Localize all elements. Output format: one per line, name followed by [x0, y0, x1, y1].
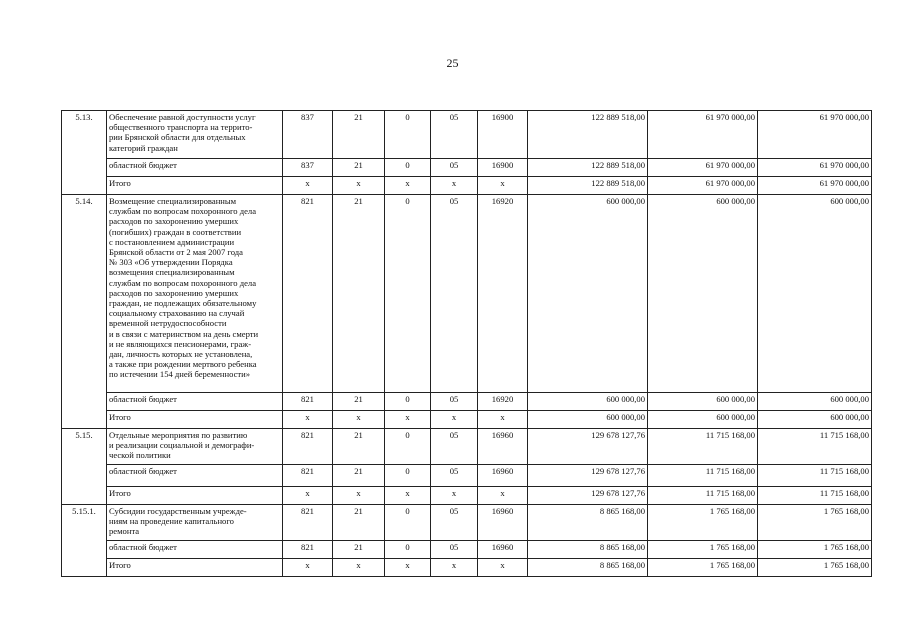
- classifier-cell: 05: [431, 195, 478, 393]
- amount-cell: 61 970 000,00: [648, 177, 758, 195]
- classifier-cell: 16960: [478, 429, 528, 465]
- amount-cell: 61 970 000,00: [758, 159, 872, 177]
- classifier-cell: 16900: [478, 111, 528, 159]
- row-name: областной бюджет: [107, 465, 283, 487]
- amount-cell: 11 715 168,00: [648, 429, 758, 465]
- amount-cell: 122 889 518,00: [528, 159, 648, 177]
- row-name: Итого: [107, 177, 283, 195]
- classifier-cell: х: [431, 177, 478, 195]
- amount-cell: 11 715 168,00: [758, 487, 872, 505]
- classifier-cell: 0: [385, 159, 431, 177]
- amount-cell: 1 765 168,00: [648, 541, 758, 559]
- table-row-regional-budget: [62, 159, 872, 177]
- classifier-cell: 21: [333, 159, 385, 177]
- amount-cell: 1 765 168,00: [648, 559, 758, 577]
- table-row-item: [62, 505, 872, 541]
- row-name: Итого: [107, 559, 283, 577]
- amount-cell: 600 000,00: [648, 393, 758, 411]
- classifier-cell: х: [333, 177, 385, 195]
- classifier-cell: 0: [385, 541, 431, 559]
- amount-cell: 1 765 168,00: [758, 559, 872, 577]
- row-name: областной бюджет: [107, 159, 283, 177]
- classifier-cell: х: [385, 487, 431, 505]
- amount-cell: 11 715 168,00: [648, 465, 758, 487]
- classifier-cell: 05: [431, 465, 478, 487]
- classifier-cell: х: [283, 177, 333, 195]
- classifier-cell: х: [333, 487, 385, 505]
- amount-cell: 129 678 127,76: [528, 429, 648, 465]
- classifier-cell: 05: [431, 429, 478, 465]
- classifier-cell: 05: [431, 505, 478, 541]
- table-body: [62, 111, 872, 577]
- classifier-cell: 837: [283, 111, 333, 159]
- classifier-cell: 05: [431, 159, 478, 177]
- classifier-cell: х: [431, 559, 478, 577]
- classifier-cell: 21: [333, 541, 385, 559]
- table-row-total: [62, 177, 872, 195]
- classifier-cell: х: [431, 487, 478, 505]
- classifier-cell: 16960: [478, 505, 528, 541]
- classifier-cell: 16960: [478, 541, 528, 559]
- classifier-cell: х: [385, 411, 431, 429]
- amount-cell: 600 000,00: [528, 195, 648, 393]
- amount-cell: 600 000,00: [758, 393, 872, 411]
- classifier-cell: 0: [385, 393, 431, 411]
- classifier-cell: х: [385, 559, 431, 577]
- table-row-regional-budget: [62, 541, 872, 559]
- classifier-cell: х: [283, 559, 333, 577]
- classifier-cell: 821: [283, 195, 333, 393]
- amount-cell: 600 000,00: [648, 411, 758, 429]
- classifier-cell: х: [385, 177, 431, 195]
- amount-cell: 61 970 000,00: [758, 177, 872, 195]
- amount-cell: 8 865 168,00: [528, 559, 648, 577]
- amount-cell: 600 000,00: [528, 411, 648, 429]
- classifier-cell: х: [478, 411, 528, 429]
- amount-cell: 11 715 168,00: [648, 487, 758, 505]
- classifier-cell: 16920: [478, 393, 528, 411]
- amount-cell: 129 678 127,76: [528, 487, 648, 505]
- classifier-cell: 0: [385, 111, 431, 159]
- classifier-cell: 0: [385, 505, 431, 541]
- classifier-cell: 05: [431, 111, 478, 159]
- section-code: 5.14.: [62, 195, 107, 429]
- row-name: Возмещение специализированным службам по вопросам похоронного дела расходов по захоронению умерших (погибших) граждан в соответствии с постановлением администрации Брянской области от 2 мая 2007 года № 303 «Об утверждении Порядка возмещения специализированным службам по вопросам похоронного дела расходов по захоронению умерших граждан, не подлежащих обязательному социальному страхованию на случай временной нетрудоспособности и в связи с материнством на день смерти и не являющихся пенсионерами, граж- дан, личность которых не установлена, а также при рождении мертвого ребенка по истечении 154 дней беременности»: [107, 195, 283, 393]
- table-row-total: [62, 411, 872, 429]
- row-name: Обеспечение равной доступности услуг общественного транспорта на террито- рии Брянской области для отдельных категорий граждан: [107, 111, 283, 159]
- classifier-cell: 16920: [478, 195, 528, 393]
- amount-cell: 122 889 518,00: [528, 111, 648, 159]
- row-name: Итого: [107, 487, 283, 505]
- amount-cell: 600 000,00: [648, 195, 758, 393]
- classifier-cell: х: [478, 559, 528, 577]
- table-row-regional-budget: [62, 393, 872, 411]
- table-row-item: [62, 195, 872, 393]
- section-code: 5.15.: [62, 429, 107, 505]
- row-name: областной бюджет: [107, 541, 283, 559]
- classifier-cell: 821: [283, 393, 333, 411]
- amount-cell: 11 715 168,00: [758, 465, 872, 487]
- classifier-cell: х: [333, 411, 385, 429]
- classifier-cell: х: [478, 487, 528, 505]
- amount-cell: 122 889 518,00: [528, 177, 648, 195]
- classifier-cell: 821: [283, 429, 333, 465]
- classifier-cell: х: [283, 411, 333, 429]
- row-name: областной бюджет: [107, 393, 283, 411]
- amount-cell: 600 000,00: [758, 411, 872, 429]
- row-name: Итого: [107, 411, 283, 429]
- table-row-regional-budget: [62, 465, 872, 487]
- classifier-cell: 21: [333, 393, 385, 411]
- classifier-cell: 16960: [478, 465, 528, 487]
- classifier-cell: 05: [431, 541, 478, 559]
- classifier-cell: 0: [385, 429, 431, 465]
- classifier-cell: 05: [431, 393, 478, 411]
- table-row-item: [62, 111, 872, 159]
- amount-cell: 600 000,00: [528, 393, 648, 411]
- classifier-cell: 21: [333, 465, 385, 487]
- classifier-cell: 21: [333, 111, 385, 159]
- classifier-cell: х: [478, 177, 528, 195]
- row-name: Отдельные мероприятия по развитию и реализации социальной и демографи- ческой политики: [107, 429, 283, 465]
- amount-cell: 61 970 000,00: [758, 111, 872, 159]
- classifier-cell: 21: [333, 505, 385, 541]
- classifier-cell: 837: [283, 159, 333, 177]
- budget-table: [61, 110, 872, 577]
- classifier-cell: 21: [333, 195, 385, 393]
- amount-cell: 8 865 168,00: [528, 541, 648, 559]
- table-row-total: [62, 559, 872, 577]
- amount-cell: 61 970 000,00: [648, 111, 758, 159]
- classifier-cell: 821: [283, 541, 333, 559]
- amount-cell: 1 765 168,00: [758, 505, 872, 541]
- table-row-item: [62, 429, 872, 465]
- amount-cell: 600 000,00: [758, 195, 872, 393]
- classifier-cell: х: [333, 559, 385, 577]
- section-code: 5.15.1.: [62, 505, 107, 577]
- classifier-cell: х: [283, 487, 333, 505]
- classifier-cell: 16900: [478, 159, 528, 177]
- amount-cell: 61 970 000,00: [648, 159, 758, 177]
- amount-cell: 129 678 127,76: [528, 465, 648, 487]
- amount-cell: 11 715 168,00: [758, 429, 872, 465]
- page-number: 25: [446, 56, 459, 70]
- classifier-cell: 0: [385, 195, 431, 393]
- row-name: Субсидии государственным учрежде- ниям на проведение капитального ремонта: [107, 505, 283, 541]
- amount-cell: 1 765 168,00: [758, 541, 872, 559]
- amount-cell: 1 765 168,00: [648, 505, 758, 541]
- classifier-cell: х: [431, 411, 478, 429]
- classifier-cell: 0: [385, 465, 431, 487]
- classifier-cell: 821: [283, 505, 333, 541]
- classifier-cell: 821: [283, 465, 333, 487]
- classifier-cell: 21: [333, 429, 385, 465]
- section-code: 5.13.: [62, 111, 107, 195]
- amount-cell: 8 865 168,00: [528, 505, 648, 541]
- table-row-total: [62, 487, 872, 505]
